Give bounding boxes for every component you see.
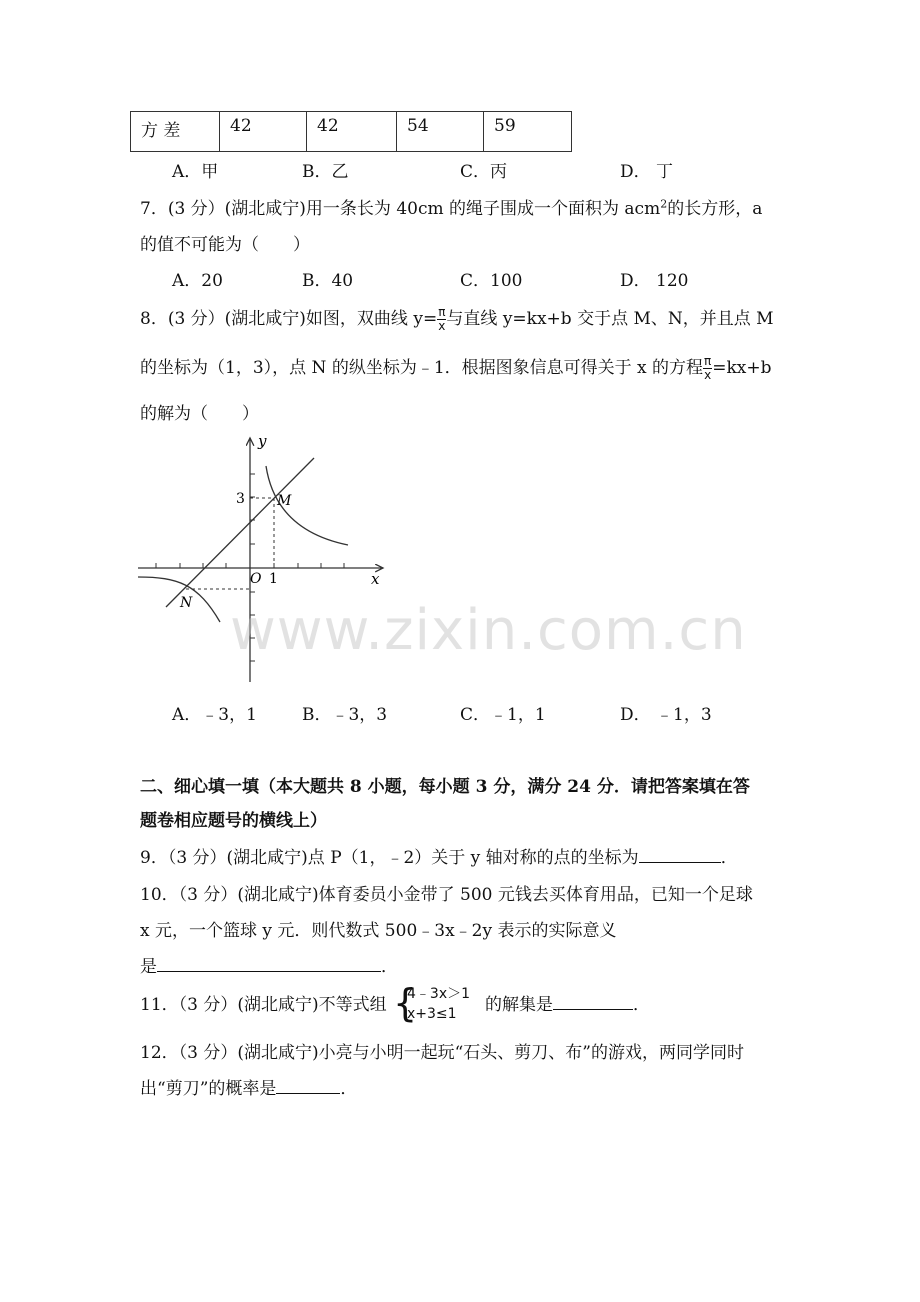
point-m-label: M [277, 493, 292, 509]
table-cell: 59 [484, 112, 572, 152]
q11-line-end [485, 990, 650, 1015]
q10-text: 是 [140, 957, 157, 977]
q7-option-c: C．100 [460, 271, 523, 291]
q7-line2: 的值不可能为（ ） [140, 235, 310, 255]
point-n-label: N [180, 595, 193, 611]
q11-inequality-1: 4﹣3x＞1 [407, 986, 471, 1002]
table-row [131, 112, 572, 152]
table-row-label: 方 差 [131, 112, 220, 152]
q7-line1 [140, 194, 762, 219]
q11-text-post: 的解集是 [485, 995, 553, 1015]
q8-line2 [140, 353, 772, 382]
q11-answer-blank[interactable] [553, 993, 633, 1010]
table-cell: 42 [220, 112, 307, 152]
q6-option-c: C．丙 [460, 162, 508, 182]
q6-option-d: D． 丁 [620, 162, 674, 182]
q9-line [140, 843, 738, 868]
q7-superscript: 2 [660, 197, 668, 211]
q11-line [140, 990, 387, 1015]
q8-fraction-2 [703, 355, 712, 382]
q8-text-2: 的坐标为（1，3），点 N 的纵坐标为﹣1．根据图象信息可得关于 x 的方程 [140, 358, 704, 378]
q8-text: 8．(3 分）(湖北咸宁)如图，双曲线 y= [140, 309, 438, 329]
q8-option-d: D． ﹣1，3 [620, 705, 712, 725]
frac-numerator: π [438, 305, 446, 319]
q6-option-b: B．乙 [302, 162, 349, 182]
q11-end: ． [633, 995, 650, 1015]
brace-icon: { [393, 981, 418, 1025]
y-tick-label-3: 3 [236, 491, 245, 507]
q7-text: 7．(3 分）(湖北咸宁)用一条长为 40cm 的绳子围成一个面积为 acm [140, 199, 661, 219]
frac-numerator: π [704, 354, 712, 368]
q8-option-c: C．﹣1，1 [460, 705, 546, 725]
q12-line2 [140, 1074, 357, 1099]
watermark: www.zixin.com.cn [230, 598, 747, 663]
q10-line1: 10．（3 分）(湖北咸宁)体育委员小金带了 500 元钱去买体育用品，已知一个足球 [140, 885, 753, 905]
q9-text: 9．（3 分）(湖北咸宁)点 P（1，﹣2）关于 y 轴对称的点的坐标为 [140, 848, 639, 868]
q8-text-2-end: =kx+b [712, 358, 772, 378]
q11-inequality-2: x+3≤1 [407, 1006, 457, 1022]
table-cell: 42 [307, 112, 397, 152]
frac-denominator: x [438, 319, 446, 333]
q12-answer-blank[interactable] [276, 1077, 340, 1094]
q8-line3: 的解为（ ） [140, 404, 259, 424]
q10-line2: x 元，一个篮球 y 元．则代数式 500﹣3x﹣2y 表示的实际意义 [140, 921, 617, 941]
variance-table [130, 111, 572, 152]
section2-heading-line1: 二、细心填一填（本大题共 8 小题，每小题 3 分，满分 24 分．请把答案填在答 [140, 777, 750, 797]
frac-denominator: x [704, 368, 712, 382]
q12-text: 出“剪刀”的概率是 [140, 1079, 277, 1099]
hyperbola-branch-left [138, 577, 220, 622]
q6-option-a: A．甲 [172, 162, 219, 182]
q12-end: ． [340, 1079, 358, 1099]
q10-answer-blank[interactable] [157, 955, 381, 972]
q9-end: ． [720, 848, 738, 868]
x-tick-label-1: 1 [269, 571, 278, 587]
q10-end: ． [381, 957, 398, 977]
q12-line1: 12．（3 分）(湖北咸宁)小亮与小明一起玩“石头、剪刀、布”的游戏，两同学同时 [140, 1043, 744, 1063]
q8-line1 [140, 304, 774, 333]
q9-answer-blank[interactable] [639, 846, 721, 863]
q10-line3 [140, 952, 398, 977]
q11-text: 11．（3 分）(湖北咸宁)不等式组 [140, 995, 387, 1015]
q7-text-end: 的长方形，a [667, 199, 763, 219]
q7-option-d: D． 120 [620, 271, 689, 291]
q8-option-b: B．﹣3，3 [302, 705, 388, 725]
q8-option-a: A．﹣3，1 [172, 705, 257, 725]
q7-option-a: A．20 [172, 271, 223, 291]
y-axis-label: y [258, 432, 267, 450]
q8-text-end: 与直线 y=kx+b 交于点 M、N，并且点 M [446, 309, 774, 329]
section2-heading-line2: 题卷相应题号的横线上） [140, 811, 327, 831]
line-kx-b [166, 458, 314, 607]
table-cell: 54 [397, 112, 484, 152]
q7-option-b: B．40 [302, 271, 354, 291]
x-axis-label: x [371, 570, 380, 588]
origin-label: O [250, 571, 262, 587]
